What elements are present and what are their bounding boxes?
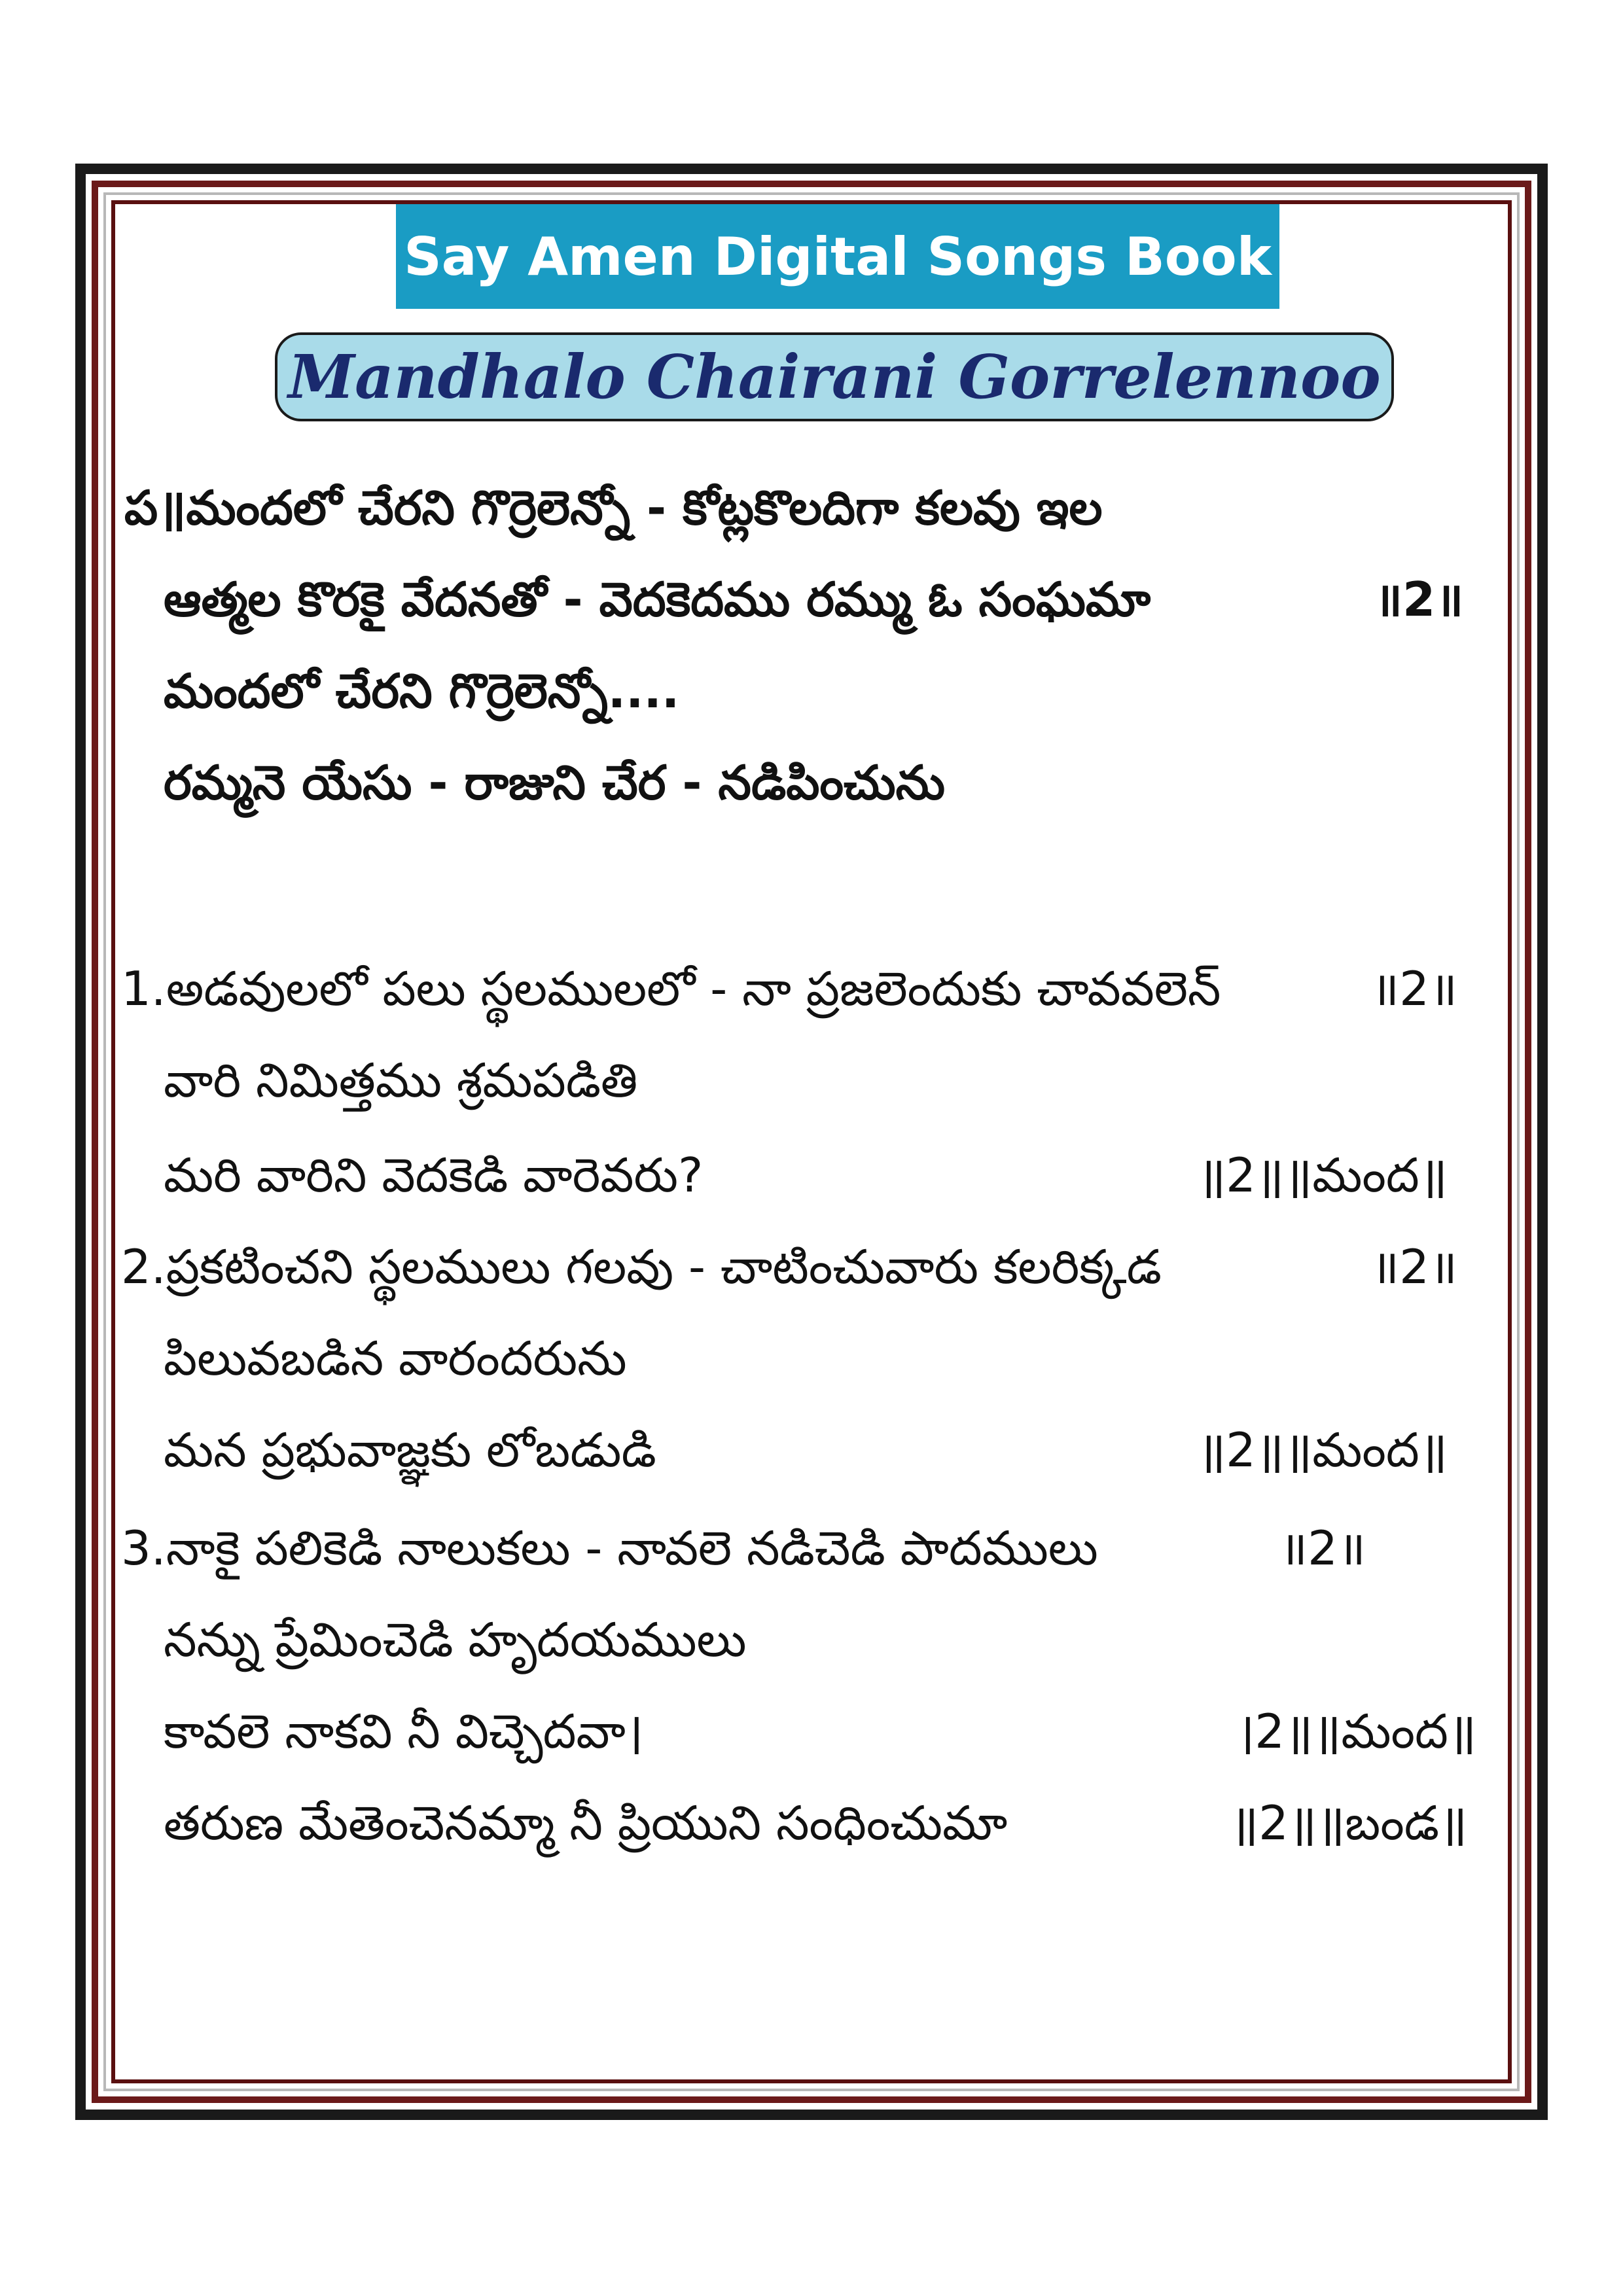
- book-title-banner: Say Amen Digital Songs Book: [396, 204, 1279, 309]
- verse-3-line-1-tag: ॥2॥: [1279, 1521, 1366, 1576]
- verse-1-line-1: 1.అడవులలో పలు స్థలములలో - నా ప్రజలెందుకు చావవలెన్: [121, 961, 1221, 1016]
- verse-2-line-3-tag: ॥2॥॥మంద॥: [1198, 1422, 1448, 1477]
- song-title: Mandhalo Chairani Gorrelennoo: [275, 332, 1394, 421]
- verse-1-line-3: మరి వారిని వెదకెడి వారెవరు?: [164, 1148, 704, 1203]
- verse-2-line-1: 2.ప్రకటించని స్థలములు గలవు - చాటించువారు కలరిక్కడ: [121, 1239, 1162, 1294]
- verse-3-line-2: నన్ను ప్రేమించెడి హృదయములు: [164, 1612, 747, 1667]
- verse-3-line-3: కావలె నాకవి నీ విచ్చెదవా।: [164, 1704, 644, 1759]
- pallavi-line-2: ఆత్మల కొరకై వేదనతో - వెదకెదము రమ్ము ఓ సంఘమా: [164, 572, 1151, 627]
- pallavi-line-4: రమ్మనె యేసు - రాజుని చేర - నడిపించును: [164, 755, 946, 810]
- verse-3-line-4-tag: ॥2॥॥బండ॥: [1230, 1795, 1468, 1850]
- verse-2-line-1-tag: ॥2॥: [1371, 1239, 1458, 1294]
- verse-3-line-4: తరుణ మేతెంచెనమ్మా నీ ప్రియుని సంధించుమా: [164, 1795, 1008, 1850]
- verse-2-line-2: పిలువబడిన వారందరును: [164, 1331, 627, 1386]
- verse-2-line-3: మన ప్రభువాజ్ఞకు లోబడుడి: [164, 1422, 656, 1477]
- pallavi-line-2-tag: ॥2॥: [1374, 572, 1464, 627]
- verse-1-line-1-tag: ॥2॥: [1371, 961, 1458, 1016]
- pallavi-line-1: ప॥మందలో చేరని గొర్రెలెన్నో - కోట్లకొలదిగా కలవు ఇల: [124, 480, 1103, 535]
- verse-1-line-2: వారి నిమిత్తము శ్రమపడితి: [164, 1053, 638, 1108]
- verse-3-line-1: 3.నాకై పలికెడి నాలుకలు - నావలె నడిచెడి పాదములు: [121, 1521, 1098, 1576]
- pallavi-line-3: మందలో చేరని గొర్రెలెన్నో....: [164, 663, 680, 718]
- verse-3-line-3-tag: ।2॥॥మంద॥: [1237, 1704, 1476, 1759]
- verse-1-line-3-tag: ॥2॥॥మంద॥: [1198, 1148, 1448, 1203]
